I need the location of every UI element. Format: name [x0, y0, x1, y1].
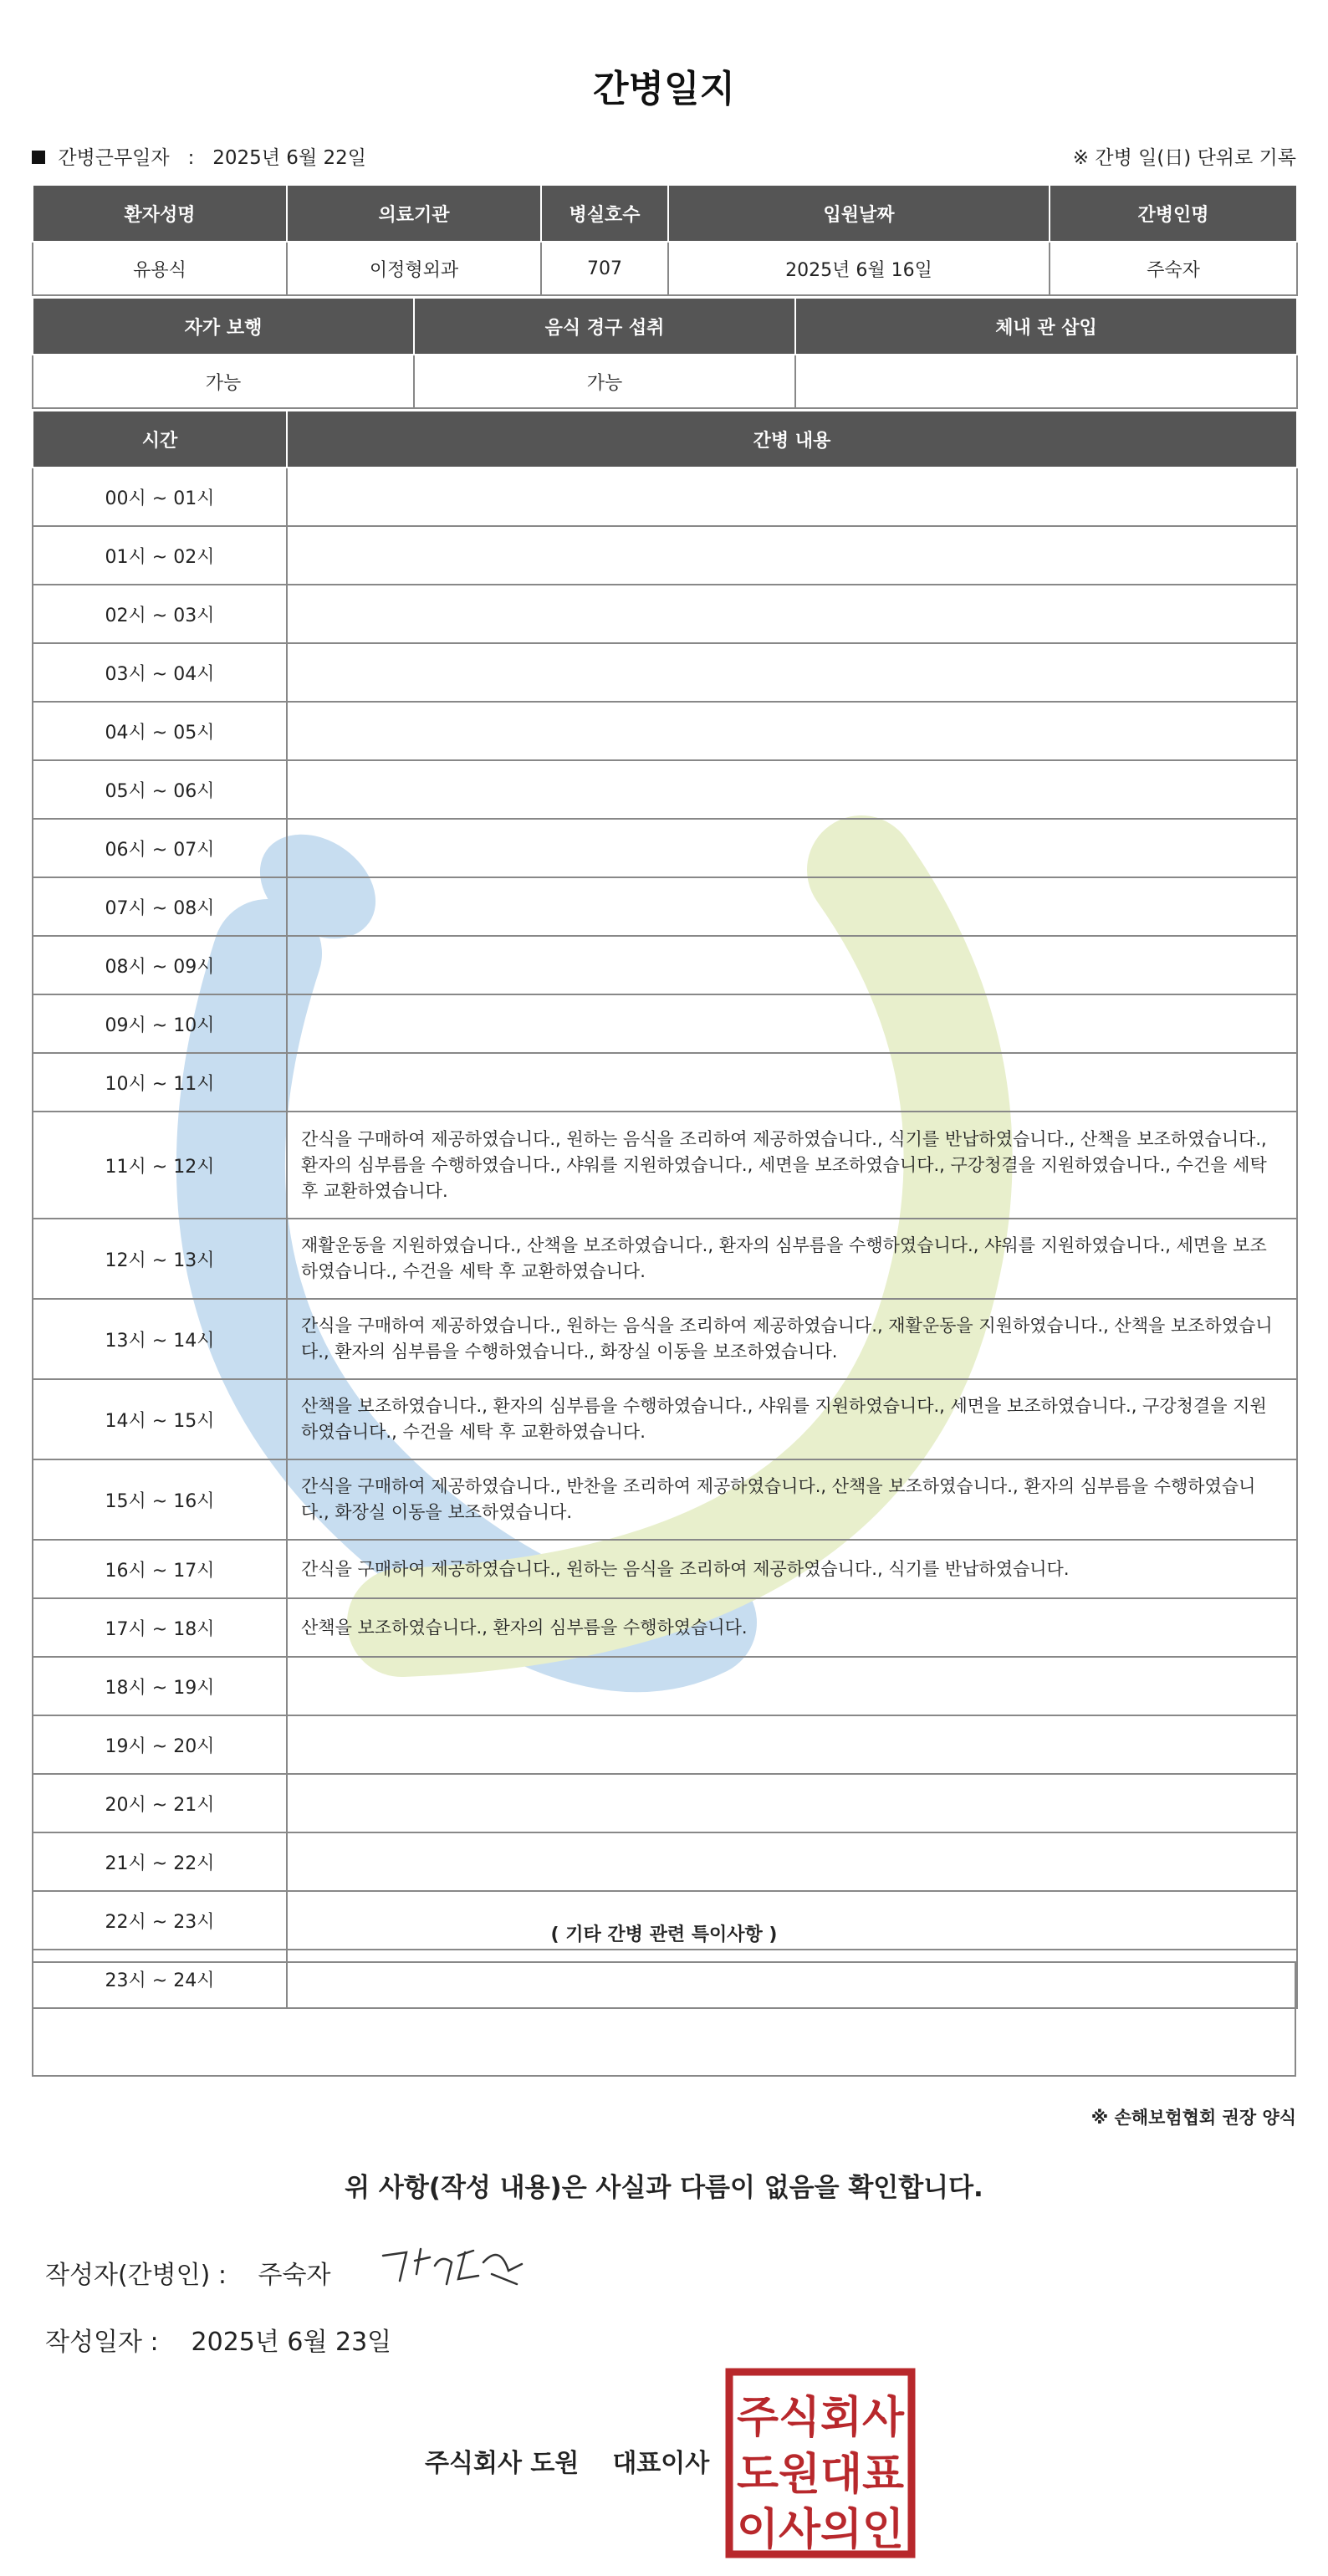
handwritten-signature	[375, 2237, 534, 2304]
table-header-row	[33, 298, 1297, 355]
header-self-walking: 자가 보행	[33, 298, 414, 355]
time-slot: 09시 ~ 10시	[33, 994, 287, 1053]
time-slot: 04시 ~ 05시	[33, 702, 287, 760]
care-content	[287, 1715, 1297, 1774]
svg-text:이사의인: 이사의인	[737, 2505, 904, 2555]
care-content	[287, 468, 1297, 526]
self-walking: 가능	[33, 355, 414, 408]
table-row	[33, 1219, 1297, 1299]
table-header-row	[33, 411, 1297, 468]
time-slot: 11시 ~ 12시	[33, 1112, 287, 1219]
table-row	[33, 702, 1297, 760]
care-content	[287, 994, 1297, 1053]
care-content	[287, 760, 1297, 819]
table-row	[33, 1657, 1297, 1715]
patient-info-table	[32, 184, 1298, 296]
table-row	[33, 994, 1297, 1053]
patient-name: 유용식	[33, 242, 287, 295]
care-content	[287, 1832, 1297, 1891]
care-log-table	[32, 410, 1298, 2009]
care-content	[287, 877, 1297, 936]
table-row	[33, 1774, 1297, 1832]
table-row	[33, 1379, 1297, 1459]
writer-name: 주숙자	[258, 2261, 331, 2290]
table-row	[33, 355, 1297, 408]
time-slot: 18시 ~ 19시	[33, 1657, 287, 1715]
table-row	[33, 643, 1297, 702]
remarks-box	[32, 1961, 1296, 2077]
table-row	[33, 1053, 1297, 1112]
time-slot: 02시 ~ 03시	[33, 585, 287, 643]
company-signature	[425, 2442, 709, 2479]
table-row	[33, 1540, 1297, 1598]
table-header-row	[33, 185, 1297, 242]
work-date	[32, 142, 366, 170]
table-row	[33, 1715, 1297, 1774]
table-row	[33, 819, 1297, 877]
time-slot: 08시 ~ 09시	[33, 936, 287, 994]
oral-intake: 가능	[414, 355, 795, 408]
time-slot: 00시 ~ 01시	[33, 468, 287, 526]
header-care-content: 간병 내용	[287, 411, 1297, 468]
room-number: 707	[541, 242, 668, 295]
time-slot: 07시 ~ 08시	[33, 877, 287, 936]
care-content: 산책을 보조하였습니다., 환자의 심부름을 수행하였습니다.	[287, 1598, 1297, 1657]
care-content	[287, 819, 1297, 877]
care-content: 간식을 구매하여 제공하였습니다., 원하는 음식을 조리하여 제공하였습니다., 재활운동을 지원하였습니다., 산책을 보조하였습니다., 환자의 심부름을 수행하였습니다., 화장실 이동을 보조하였습니다.	[287, 1299, 1297, 1379]
company-name: 주식회사 도원	[425, 2449, 580, 2478]
care-content	[287, 1053, 1297, 1112]
tube-insertion	[795, 355, 1297, 408]
time-slot: 10시 ~ 11시	[33, 1053, 287, 1112]
hospital: 이정형외과	[287, 242, 541, 295]
work-date-label: 간병근무일자	[58, 147, 170, 169]
patient-status-table	[32, 297, 1298, 409]
table-row	[33, 242, 1297, 295]
writer-row	[45, 2254, 331, 2291]
table-row	[33, 1112, 1297, 1219]
work-date-value: 2025년 6월 22일	[212, 147, 366, 169]
care-log-body	[33, 468, 1297, 2008]
care-content	[287, 585, 1297, 643]
writer-label: 작성자(간병인) :	[45, 2261, 227, 2290]
table-row	[33, 1459, 1297, 1540]
time-slot: 01시 ~ 02시	[33, 526, 287, 585]
time-slot: 14시 ~ 15시	[33, 1379, 287, 1459]
time-slot: 03시 ~ 04시	[33, 643, 287, 702]
header-admission-date: 입원날짜	[668, 185, 1050, 242]
time-slot: 20시 ~ 21시	[33, 1774, 287, 1832]
time-slot: 21시 ~ 22시	[33, 1832, 287, 1891]
care-content	[287, 936, 1297, 994]
time-slot: 15시 ~ 16시	[33, 1459, 287, 1540]
header-hospital: 의료기관	[287, 185, 541, 242]
care-content	[287, 643, 1297, 702]
time-slot: 05시 ~ 06시	[33, 760, 287, 819]
table-row	[33, 760, 1297, 819]
work-date-separator: :	[187, 147, 195, 169]
care-content	[287, 1774, 1297, 1832]
table-row	[33, 526, 1297, 585]
care-content: 재활운동을 지원하였습니다., 산책을 보조하였습니다., 환자의 심부름을 수행하였습니다., 샤워를 지원하였습니다., 세면을 보조하였습니다., 수건을 세탁 후 교환하였습니다.	[287, 1219, 1297, 1299]
time-slot: 22시 ~ 23시	[33, 1891, 287, 1950]
time-slot: 13시 ~ 14시	[33, 1299, 287, 1379]
time-slot: 06시 ~ 07시	[33, 819, 287, 877]
time-slot: 17시 ~ 18시	[33, 1598, 287, 1657]
time-slot: 23시 ~ 24시	[33, 1950, 287, 2008]
care-content: 간식을 구매하여 제공하였습니다., 반찬을 조리하여 제공하였습니다., 산책을 보조하였습니다., 환자의 심부름을 수행하였습니다., 화장실 이동을 보조하였습니다.	[287, 1459, 1297, 1540]
document-title: 간병일지	[592, 68, 735, 110]
time-slot: 16시 ~ 17시	[33, 1540, 287, 1598]
header-oral-intake: 음식 경구 섭취	[414, 298, 795, 355]
header-caregiver-name: 간병인명	[1050, 185, 1297, 242]
header-tube-insertion: 체내 관 삽입	[795, 298, 1297, 355]
table-row	[33, 468, 1297, 526]
time-slot: 12시 ~ 13시	[33, 1219, 287, 1299]
svg-text:도원대표: 도원대표	[737, 2450, 904, 2500]
table-row	[33, 936, 1297, 994]
care-content	[287, 702, 1297, 760]
meta-row	[32, 142, 1296, 176]
recommendation-note: ※ 손해보험협회 권장 양식	[1090, 2108, 1296, 2128]
remarks-title: ( 기타 간병 관련 특이사항 )	[550, 1924, 778, 1945]
table-row	[33, 1299, 1297, 1379]
table-row	[33, 877, 1297, 936]
company-title: 대표이사	[612, 2449, 710, 2478]
square-bullet-icon	[32, 151, 45, 164]
table-row	[33, 1598, 1297, 1657]
header-time: 시간	[33, 411, 287, 468]
time-slot: 19시 ~ 20시	[33, 1715, 287, 1774]
written-date-value: 2025년 6월 23일	[191, 2328, 392, 2357]
company-seal-stamp	[724, 2367, 917, 2559]
admission-date: 2025년 6월 16일	[668, 242, 1050, 295]
care-content	[287, 526, 1297, 585]
table-row	[33, 585, 1297, 643]
care-content: 간식을 구매하여 제공하였습니다., 원하는 음식을 조리하여 제공하였습니다., 식기를 반납하였습니다., 산책을 보조하였습니다., 환자의 심부름을 수행하였습니다., 샤워를 지원하였습니다., 세면을 보조하였습니다., 구강청결을 지원하였습니다., 수건을 세탁 후 교환하였습니다.	[287, 1112, 1297, 1219]
confirmation-statement: 위 사항(작성 내용)은 사실과 다름이 없음을 확인합니다.	[345, 2173, 983, 2203]
care-content: 간식을 구매하여 제공하였습니다., 원하는 음식을 조리하여 제공하였습니다., 식기를 반납하였습니다.	[287, 1540, 1297, 1598]
caregiver-name: 주숙자	[1050, 242, 1297, 295]
table-row	[33, 1832, 1297, 1891]
svg-text:주식회사: 주식회사	[737, 2393, 905, 2443]
written-date-row	[45, 2321, 391, 2358]
header-patient-name: 환자성명	[33, 185, 287, 242]
written-date-label: 작성일자 :	[45, 2328, 159, 2357]
care-content: 산책을 보조하였습니다., 환자의 심부름을 수행하였습니다., 샤워를 지원하였습니다., 세면을 보조하였습니다., 구강청결을 지원하였습니다., 수건을 세탁 후 교환하였습니다.	[287, 1379, 1297, 1459]
care-content	[287, 1657, 1297, 1715]
header-room-number: 병실호수	[541, 185, 668, 242]
record-unit-note: ※ 간병 일(日) 단위로 기록	[1072, 147, 1296, 169]
